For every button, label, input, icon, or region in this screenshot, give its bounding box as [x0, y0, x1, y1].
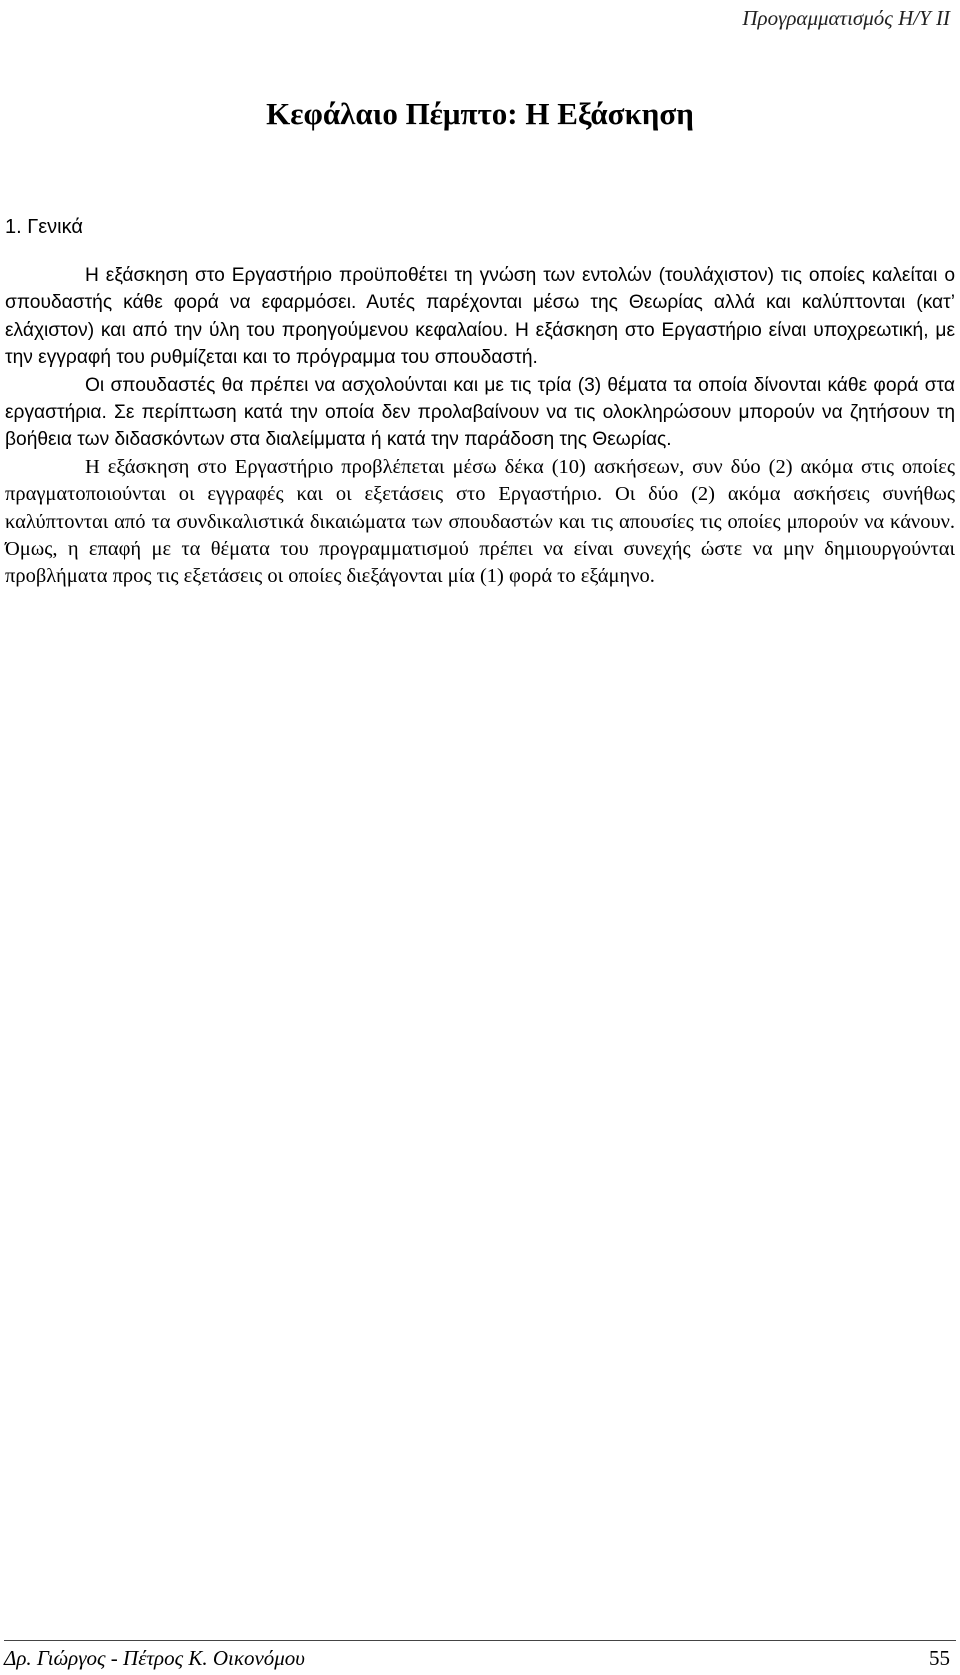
paragraph: Οι σπουδαστές θα πρέπει να ασχολούνται και με τις τρία (3) θέματα τα οποία δίνονται κάθε φορά στα εργαστήρια. Σε περίπτωση κατά την οποία δεν προλαβαίνουν να τις ολοκληρώσουν μπορούν να ζητήσουν τη βοήθεια των διδασκόντων στα διαλείμματα ή κατά την παράδοση της Θεωρίας. — [5, 374, 955, 451]
chapter-title: Κεφάλαιο Πέμπτο: Η Εξάσκηση — [266, 96, 694, 131]
footer-author: Δρ. Γιώργος - Πέτρος Κ. Οικονόμου — [4, 1646, 305, 1670]
body-text — [5, 262, 955, 591]
paragraph: Η εξάσκηση στο Εργαστήριο προϋποθέτει τη γνώση των εντολών (τουλάχιστον) τις οποίες καλείται ο σπουδαστής κάθε φορά να εφαρμόσει. Αυτές παρέχονται μέσω της Θεωρίας αλλά και καλύπτονται (κατ’ ελάχιστον) και από την ύλη του προηγούμενου κεφαλαίου. Η εξάσκηση στο Εργαστήριο είναι υποχρεωτική, με την εγγραφή του ρυθμίζεται και το πρόγραμμα του σπουδαστή. — [5, 265, 955, 369]
page-number: 55 — [929, 1646, 950, 1670]
running-header: Προγραμματισμός Η/Υ ΙΙ — [742, 6, 950, 30]
paragraph: Η εξάσκηση στο Εργαστήριο προβλέπεται μέσω δέκα (10) ασκήσεων, συν δύο (2) ακόμα στις οποίες πραγματοποιούνται οι εγγραφές και οι εξετάσεις στο Εργαστήριο. Οι δύο (2) ακόμα ασκήσεις συνήθως καλύπτονται από τα συνδικαλιστικά δικαιώματα των σπουδαστών και τις απουσίες τις οποίες μπορούν να κάνουν. Όμως, η επαφή με τα θέματα του προγραμματισμού πρέπει να είναι συνεχής ώστε να μην δημιουργούνται προβλήματα προς τις εξετάσεις οι οποίες διεξάγονται μία (1) φορά το εξάμηνο. — [5, 455, 955, 588]
footer-divider — [4, 1640, 956, 1641]
section-heading: 1. Γενικά — [5, 216, 83, 238]
